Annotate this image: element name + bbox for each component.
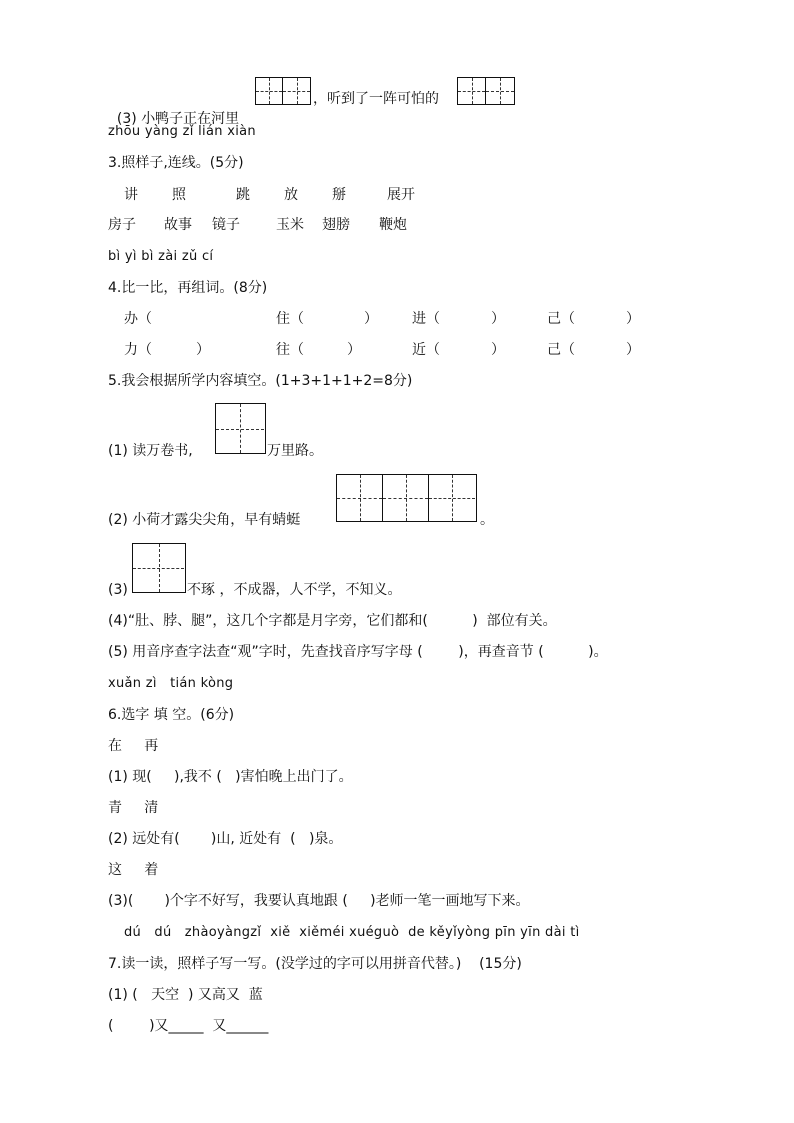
pinyin-heading: dú dú zhàoyàngzǐ xiě xiěméi xuéguò de kěyǐyòng pīn yīn dài tì [124, 925, 580, 940]
match-bottom-3: 镜子 [212, 217, 240, 233]
answer-grid-2b[interactable] [457, 77, 515, 105]
fill-line-3: (3) [108, 582, 128, 598]
fill-line-1-cont: 万里路。 [267, 443, 323, 459]
match-top-6: 展开 [387, 187, 415, 203]
char-pair-2: 青 清 [108, 800, 159, 816]
fill-line-1: (1) 读万卷书, [108, 443, 193, 459]
compare-word-5: 力（ [124, 342, 152, 358]
match-top-2: 照 [172, 187, 186, 203]
example-line: (1) ( 天空 ) 又高又 蓝 [108, 987, 263, 1003]
pinyin-heading: bì yì bì zài zǔ cí [108, 249, 214, 264]
match-bottom-1: 房子 [108, 217, 136, 233]
match-top-5: 掰 [332, 187, 346, 203]
section-7-title: 7.读一读，照样子写一写。(没学过的字可以用拼音代替。) (15分) [108, 956, 522, 972]
fill-line-3-cont: 不琢 ，不成器，人不学，不知义。 [187, 582, 402, 598]
pinyin-heading: zhōu yàng zǐ lián xiàn [108, 124, 256, 139]
fill-line-7-1[interactable]: ( )又_____ 又______ [108, 1018, 269, 1034]
paren-close: ） [626, 342, 640, 358]
compare-word-2: 住（ [276, 311, 304, 327]
question-text: (3) 小鸭子正在河里 [116, 111, 240, 127]
match-top-1: 讲 [124, 187, 138, 203]
answer-grid-1[interactable] [215, 403, 266, 454]
match-bottom-6: 鞭炮 [379, 217, 407, 233]
fill-line-4: (4)“肚、脖、腿”，这几个字都是月字旁，它们都和( ) 部位有关。 [108, 613, 557, 629]
compare-word-4: 己（ [547, 311, 575, 327]
match-bottom-5: 翅膀 [322, 217, 350, 233]
answer-grid-2[interactable] [255, 77, 311, 105]
answer-grid-1b[interactable] [132, 543, 186, 593]
compare-word-3: 进（ [412, 311, 440, 327]
paren-close: ） [491, 311, 505, 327]
paren-close: ） [364, 311, 378, 327]
fill-line-2-end: 。 [480, 512, 494, 528]
fill-line-6-2: (2) 远处有( )山, 近处有 ( )泉。 [108, 831, 343, 847]
pinyin-heading: xuǎn zì tián kòng [108, 676, 234, 691]
answer-grid-3[interactable] [336, 474, 477, 522]
section-4-title: 4.比一比，再组词。(8分) [108, 280, 268, 296]
match-bottom-4: 玉米 [276, 217, 304, 233]
section-3-title: 3.照样子,连线。(5分) [108, 155, 244, 171]
match-bottom-2: 故事 [164, 217, 192, 233]
char-pair-3: 这 着 [108, 862, 159, 878]
question-text-cont: ，听到了一阵可怕的 [313, 91, 439, 107]
fill-line-5: (5) 用音序查字法查“观”字时，先查找音序写字母 ( )，再查音节 ( )。 [108, 644, 608, 660]
compare-word-6: 往（ [276, 342, 304, 358]
paren-close: ） [347, 342, 361, 358]
paren-close: ） [626, 311, 640, 327]
fill-line-6-1: (1) 现( ),我不 ( )害怕晚上出门了。 [108, 769, 353, 785]
match-top-3: 跳 [236, 187, 250, 203]
compare-word-1: 办（ [124, 311, 152, 327]
match-top-4: 放 [284, 187, 298, 203]
fill-line-2: (2) 小荷才露尖尖角，早有蜻蜓 [108, 512, 301, 528]
section-5-title: 5.我会根据所学内容填空。(1+3+1+1+2=8分) [108, 373, 413, 389]
compare-word-7: 近（ [412, 342, 440, 358]
paren-close: ） [196, 342, 210, 358]
section-6-title: 6.选字 填 空。(6分) [108, 707, 235, 723]
compare-word-8: 己（ [547, 342, 575, 358]
paren-close: ） [491, 342, 505, 358]
char-pair-1: 在 再 [108, 738, 159, 754]
fill-line-6-3: (3)( )个字不好写，我要认真地跟 ( )老师一笔一画地写下来。 [108, 893, 530, 909]
